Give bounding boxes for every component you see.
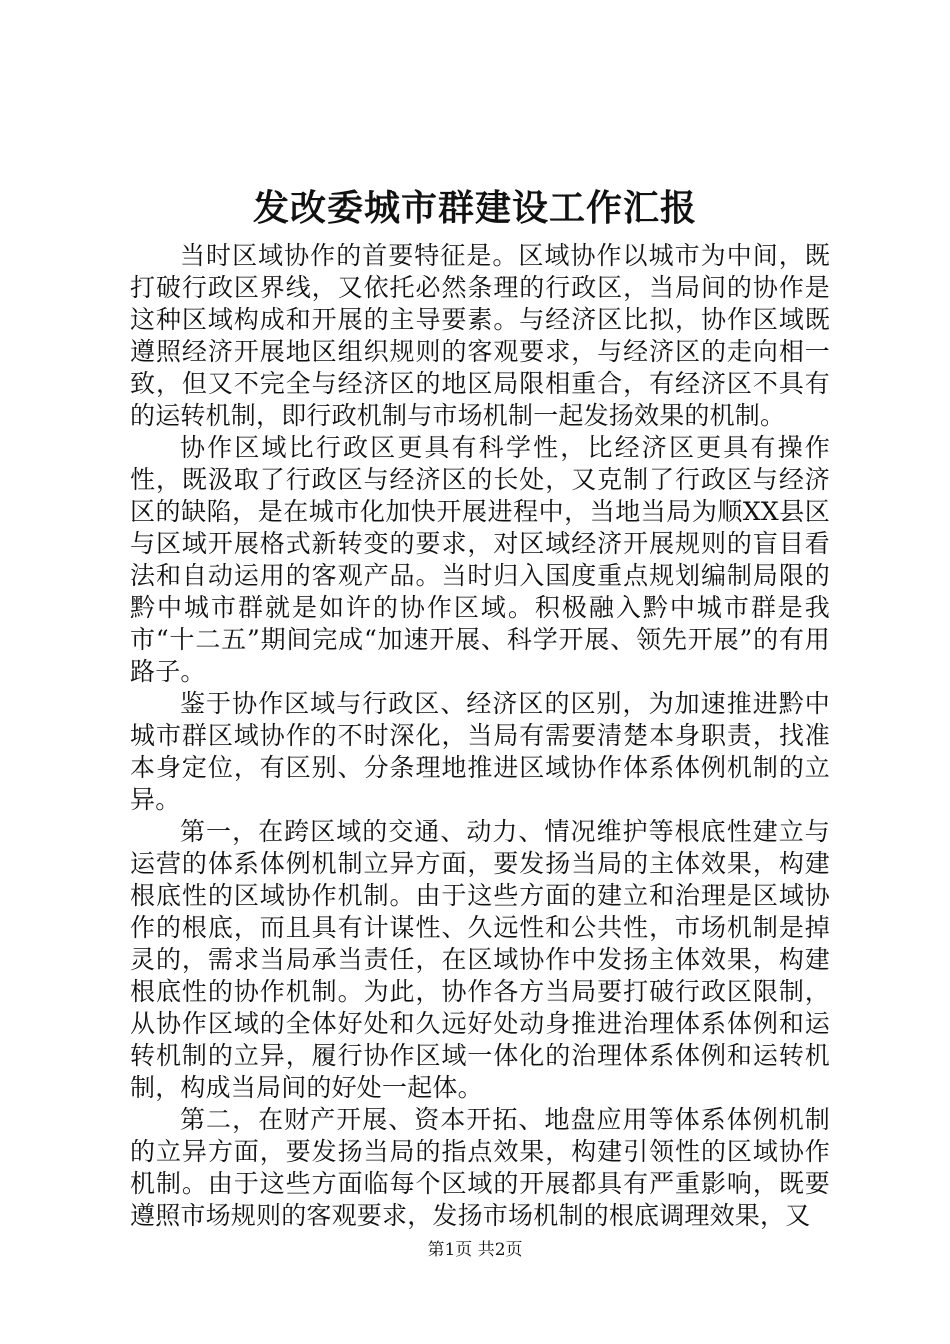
- paragraph-1: 当时区域协作的首要特征是。区域协作以城市为中间，既打破行政区界线，又依托必然条理的行政区，当局间的协作是这种区域构成和开展的主导要素。与经济区比拟，协作区域既遵照经济开展地区组织规则的客观要求，与经济区的走向相一致，但又不完全与经济区的地区局限相重合，有经济区不具有的运转机制，即行政机制与市场机制一起发扬效果的机制。: [130, 241, 830, 430]
- document-body: [130, 240, 830, 1232]
- paragraph-5: 第二，在财产开展、资本开拓、地盘应用等体系体例机制的立异方面，要发扬当局的指点效果，构建引领性的区域协作机制。由于这些方面临每个区域的开展都具有严重影响，既要遵照市场规则的客观要求，发扬市场机制的根底调理效果，又: [130, 1105, 830, 1230]
- page-number-footer: 第1页 共2页: [427, 1240, 523, 1260]
- paragraph-2: 协作区域比行政区更具有科学性，比经济区更具有操作性，既汲取了行政区与经济区的长处，又克制了行政区与经济区的缺陷，是在城市化加快开展进程中，当地当局为顺XX县区与区域开展格式新转变的要求，对区域经济开展规则的盲目看法和自动运用的客观产品。当时归入国度重点规划编制局限的黔中城市群就是如许的协作区域。积极融入黔中城市群是我市“十二五”期间完成“加速开展、科学开展、领先开展”的有用路子。: [130, 433, 830, 686]
- paragraph-4: 第一，在跨区域的交通、动力、情况维护等根底性建立与运营的体系体例机制立异方面，要发扬当局的主体效果，构建根底性的区域协作机制。由于这些方面的建立和治理是区域协作的根底，而且具有计谋性、久远性和公共性，市场机制是掉灵的，需求当局承当责任，在区域协作中发扬主体效果，构建根底性的协作机制。为此，协作各方当局要打破行政区限制，从协作区域的全体好处和久远好处动身推进治理体系体例和运转机制的立异，履行协作区域一体化的治理体系体例和运转机制，构成当局间的好处一起体。: [130, 817, 830, 1102]
- document-title: 发改委城市群建设工作汇报: [252, 187, 697, 229]
- paragraph-3: 鉴于协作区域与行政区、经济区的区别，为加速推进黔中城市群区域协作的不时深化，当局有需要清楚本身职责，找准本身定位，有区别、分条理地推进区域协作体系体例机制的立异。: [130, 689, 830, 814]
